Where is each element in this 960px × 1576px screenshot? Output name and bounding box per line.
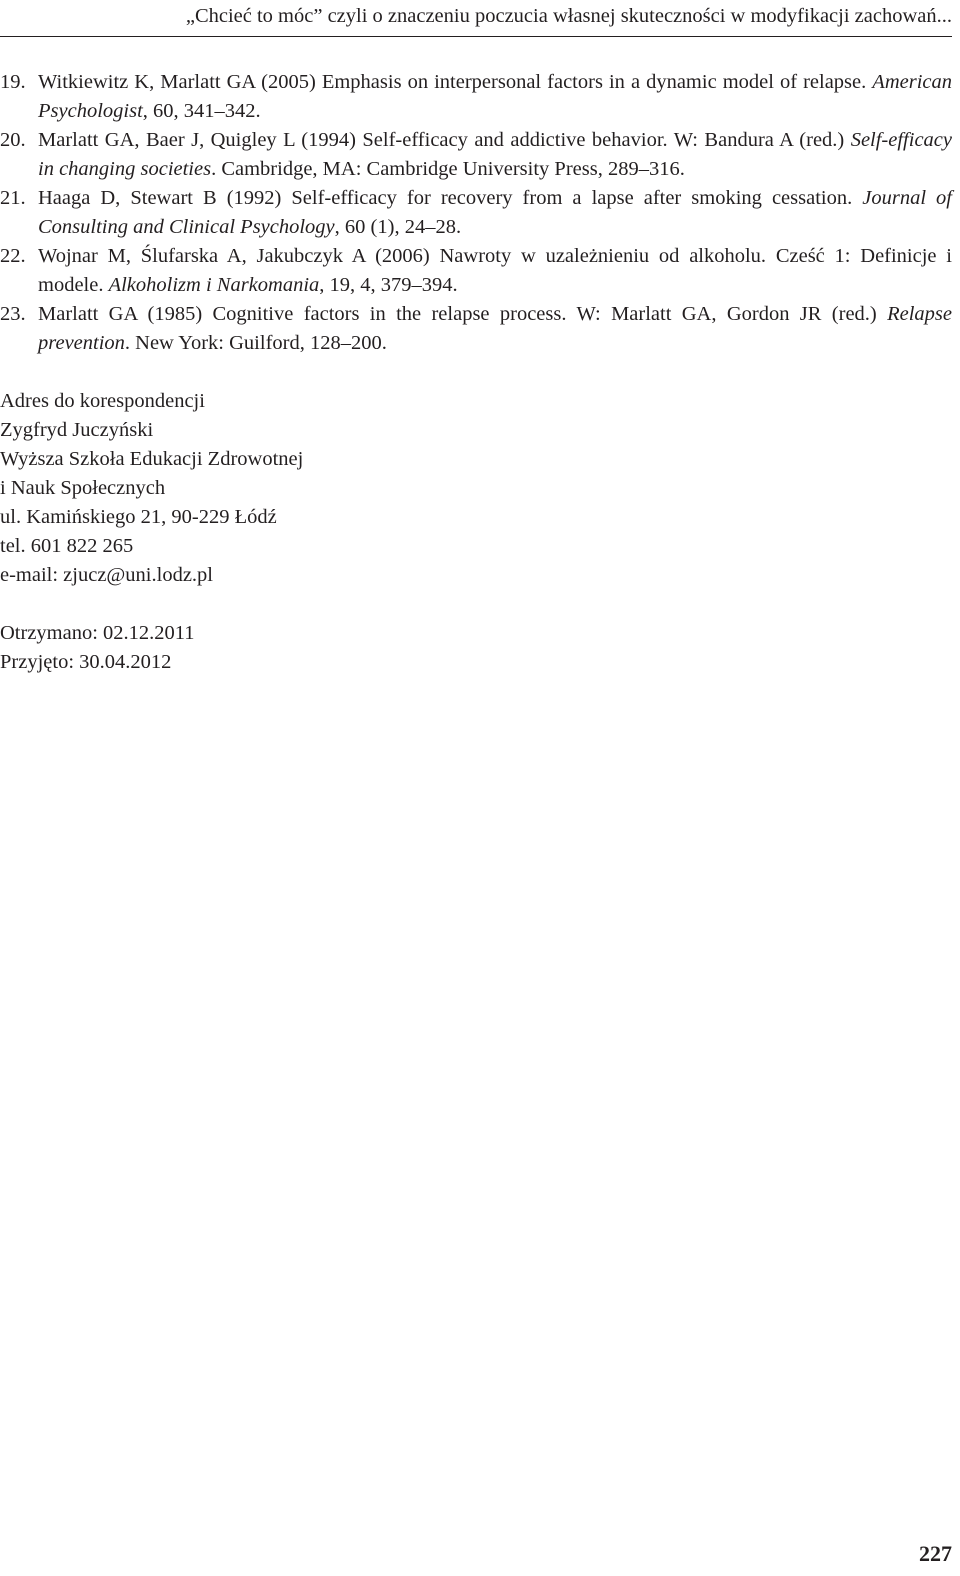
received-date: Otrzymano: 02.12.2011 — [0, 622, 195, 644]
page-number: 227 — [919, 1541, 952, 1566]
reference-number: 22. — [0, 245, 26, 267]
reference-source: Relapse prevention — [38, 303, 952, 354]
address-heading: Adres do korespondencji — [0, 390, 205, 412]
accepted-date: Przyjęto: 30.04.2012 — [0, 651, 172, 673]
reference-list — [0, 68, 952, 358]
reference-text — [38, 129, 952, 180]
reference-item — [0, 126, 952, 184]
reference-text — [38, 245, 952, 296]
reference-details: , 60, 341–342. — [142, 100, 261, 122]
reference-number: 19. — [0, 71, 26, 93]
reference-item — [0, 300, 952, 358]
reference-authors-title: Marlatt GA (1985) Cognitive factors in the relapse process. W: Marlatt GA, Gordon JR (red.) — [38, 303, 888, 325]
reference-details: , 60 (1), 24–28. — [334, 216, 462, 238]
reference-authors-title: Wojnar M, Ślufarska A, Jakubczyk A (2006) Nawroty w uzależnieniu od alkoholu. Cześć 1: Definicje i modele. — [38, 245, 952, 296]
institution-line-2: i Nauk Społecznych — [0, 477, 166, 499]
reference-source: Self-efficacy in changing societies — [38, 129, 952, 180]
reference-item — [0, 184, 952, 242]
running-header: „Chcieć to móc” czyli o znaczeniu poczucia własnej skuteczności w modyfikacji zachowań... — [185, 5, 952, 27]
reference-details: , 19, 4, 379–394. — [319, 274, 458, 296]
reference-details: . New York: Guilford, 128–200. — [124, 332, 387, 354]
street-address: ul. Kamińskiego 21, 90-229 Łódź — [0, 506, 277, 528]
reference-number: 20. — [0, 129, 26, 151]
reference-text — [38, 187, 952, 238]
header-rule — [0, 36, 952, 37]
submission-dates — [0, 619, 195, 677]
reference-source: American Psychologist — [38, 71, 952, 122]
reference-authors-title: Haaga D, Stewart B (1992) Self-efficacy for recovery from a lapse after smoking cessation. — [38, 187, 863, 209]
email-address: e-mail: zjucz@uni.lodz.pl — [0, 564, 213, 586]
correspondence-address — [0, 387, 303, 590]
phone-number: tel. 601 822 265 — [0, 535, 134, 557]
reference-source: Alkoholizm i Narkomania — [108, 274, 320, 296]
reference-text — [38, 71, 952, 122]
reference-details: . Cambridge, MA: Cambridge University Press, 289–316. — [211, 158, 685, 180]
reference-authors-title: Marlatt GA, Baer J, Quigley L (1994) Self-efficacy and addictive behavior. W: Bandura A (red.) — [38, 129, 851, 151]
reference-item — [0, 68, 952, 126]
reference-text — [38, 303, 952, 354]
author-name: Zygfryd Juczyński — [0, 419, 154, 441]
reference-source: Journal of Consulting and Clinical Psychology — [38, 187, 952, 238]
reference-authors-title: Witkiewitz K, Marlatt GA (2005) Emphasis on interpersonal factors in a dynamic model of relapse. — [38, 71, 873, 93]
reference-number: 23. — [0, 303, 26, 325]
institution-line-1: Wyższa Szkoła Edukacji Zdrowotnej — [0, 448, 304, 470]
reference-number: 21. — [0, 187, 26, 209]
reference-item — [0, 242, 952, 300]
